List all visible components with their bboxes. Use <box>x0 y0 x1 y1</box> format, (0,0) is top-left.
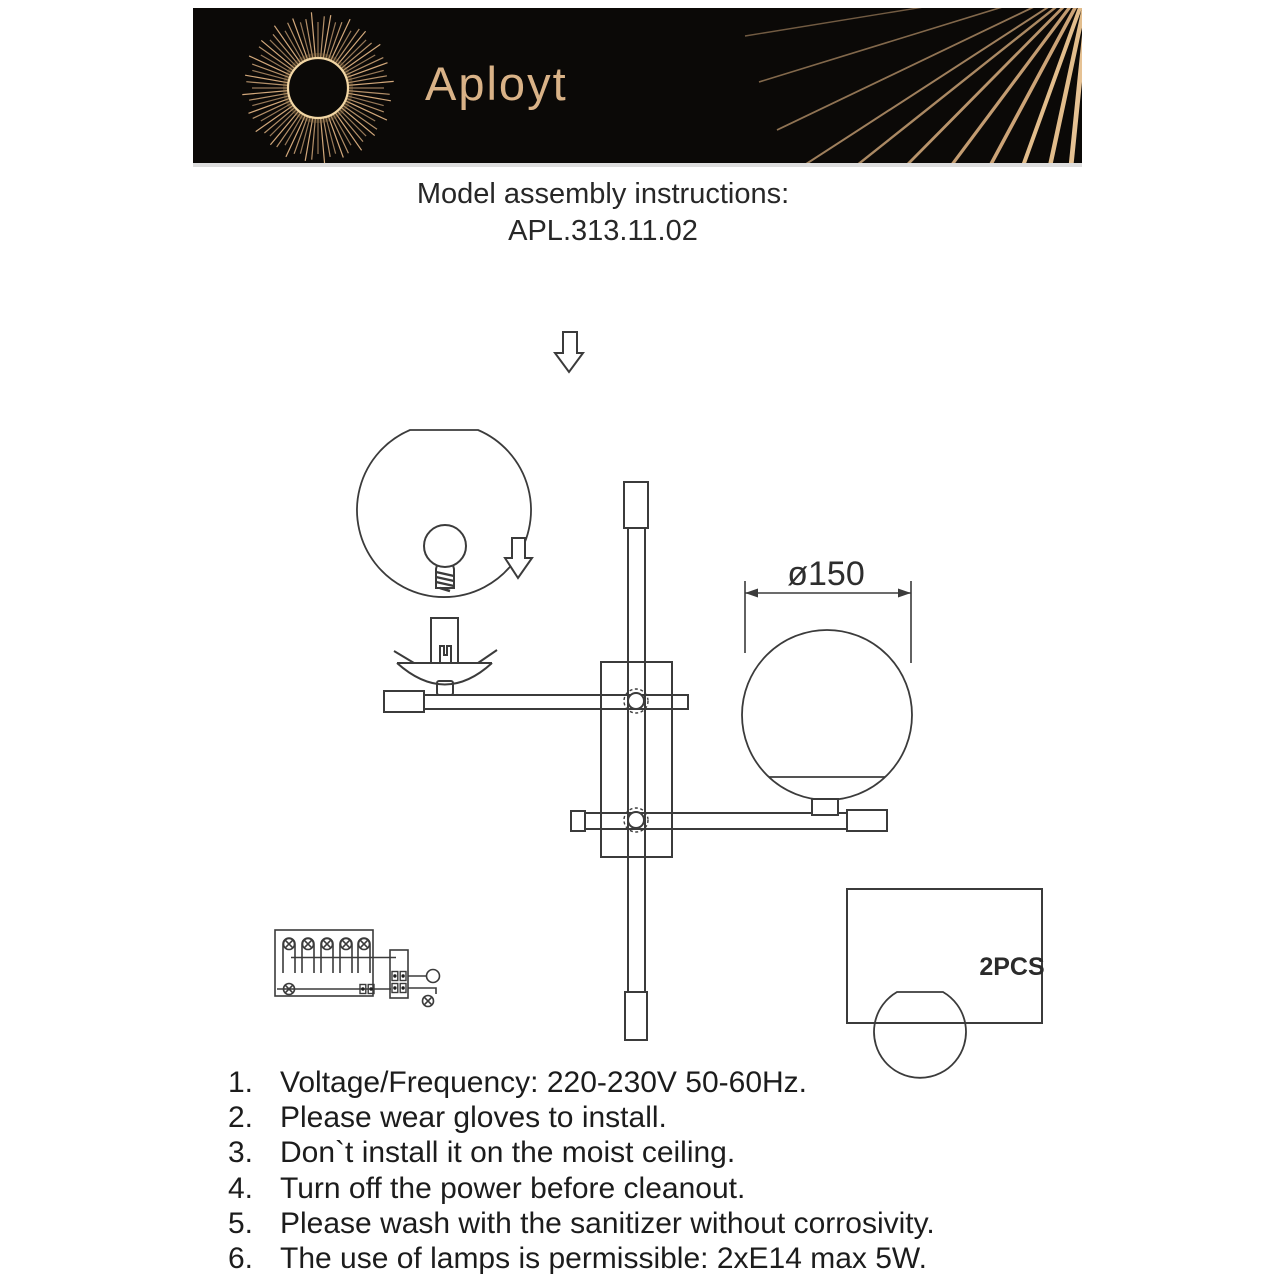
socket-assembly <box>394 618 497 695</box>
down-arrow-icon <box>505 538 532 578</box>
light-bulb-icon <box>424 525 466 591</box>
package-globe <box>874 992 966 1078</box>
list-item <box>228 1242 1088 1277</box>
dimension-annotation <box>745 555 911 663</box>
list-item <box>228 1172 1088 1207</box>
item-number: 3. <box>228 1136 254 1170</box>
glass-globe-top <box>357 430 531 597</box>
item-text: Voltage/Frequency: 220-230V 50-60Hz. <box>280 1066 808 1099</box>
item-text: Please wear gloves to install. <box>280 1101 667 1135</box>
list-item <box>228 1207 1088 1242</box>
package-quantity-label: 2PCS <box>979 953 1045 981</box>
down-arrow-icon <box>555 332 583 372</box>
item-number: 4. <box>228 1171 254 1205</box>
title-line1: Model assembly instructions: <box>416 178 790 210</box>
item-number: 6. <box>228 1241 254 1275</box>
item-number: 2. <box>228 1101 254 1135</box>
instructions-list <box>228 1066 1088 1277</box>
item-text: The use of lamps is permissible: 2xE14 max 5W. <box>280 1241 927 1275</box>
item-text: Turn off the power before cleanout. <box>280 1171 746 1205</box>
dimension-label: ø150 <box>787 555 865 593</box>
list-item <box>228 1101 1088 1136</box>
wiring-diagram <box>275 930 440 1007</box>
model-number: APL.313.11.02 <box>508 215 698 247</box>
package-box <box>847 889 1045 1078</box>
list-item <box>228 1066 1088 1101</box>
item-text: Please wash with the sanitizer without corrosivity. <box>280 1206 935 1240</box>
item-number: 1. <box>228 1066 254 1099</box>
center-pole <box>624 482 648 1040</box>
glass-globe-side <box>742 630 912 815</box>
item-number: 5. <box>228 1206 254 1240</box>
brand-wordmark: Aployt <box>425 57 568 110</box>
list-item <box>228 1136 1088 1171</box>
lower-arm <box>571 810 887 831</box>
item-text: Don`t install it on the moist ceiling. <box>280 1136 736 1170</box>
